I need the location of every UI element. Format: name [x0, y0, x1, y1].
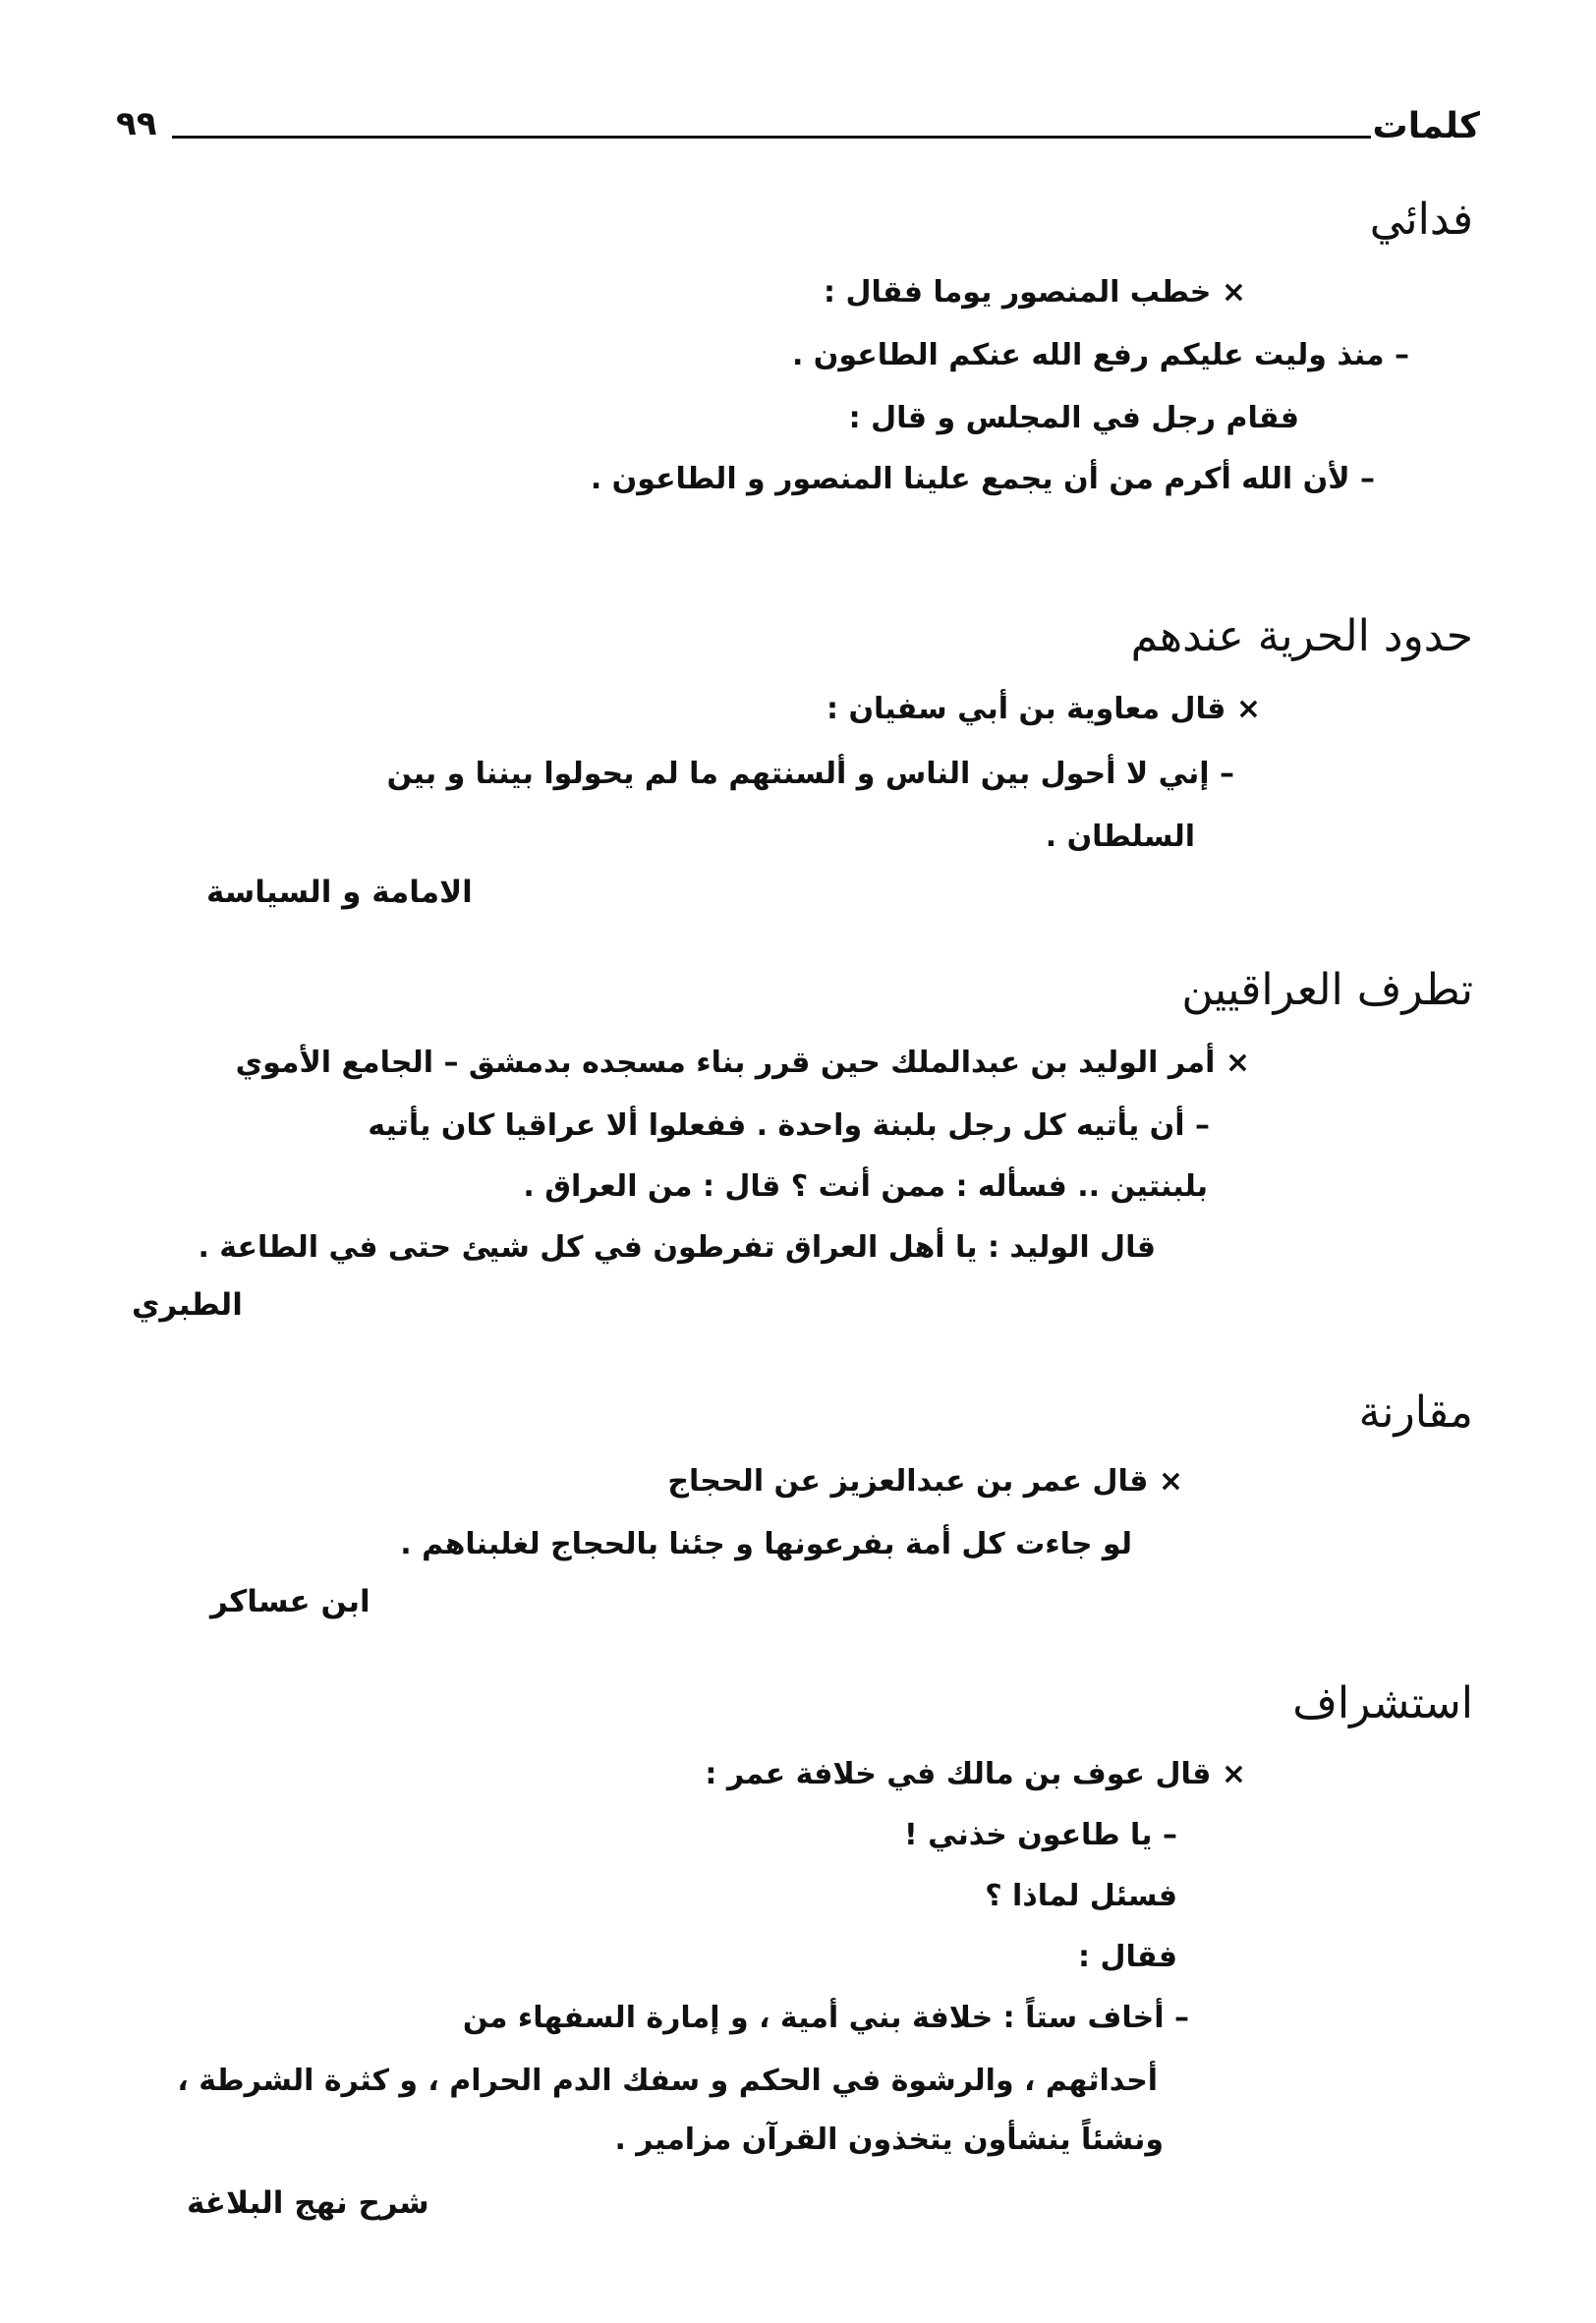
source-citation: ابن عساكر: [210, 1584, 370, 1619]
text-line: × قال عوف بن مالك في خلافة عمر :: [705, 1757, 1246, 1791]
page-number: ٩٩: [116, 104, 157, 143]
section-title-foresight: استشراف: [1292, 1678, 1473, 1728]
text-line: – أخاف ستاً : خلافة بني أمية ، و إمارة السفهاء من: [462, 2001, 1189, 2035]
text-line: – إني لا أحول بين الناس و ألسنتهم ما لم يحولوا بيننا و بين: [386, 757, 1234, 791]
text-line: × قال عمر بن عبدالعزيز عن الحجاج: [667, 1464, 1183, 1499]
text-line: لو جاءت كل أمة بفرعونها و جئنا بالحجاج لغلبناهم .: [400, 1527, 1132, 1561]
text-line: قال الوليد : يا أهل العراق تفرطون في كل شيئ حتى في الطاعة .: [198, 1230, 1156, 1265]
section-title-freedom-limits: حدود الحرية عندهم: [1130, 611, 1473, 661]
text-line: فقام رجل في المجلس و قال :: [848, 401, 1299, 435]
source-citation: شرح نهج البلاغة: [187, 2185, 429, 2221]
running-header-title: كلمات: [1372, 106, 1480, 146]
text-line: السلطان .: [1045, 820, 1195, 854]
source-citation: الطبري: [132, 1287, 243, 1323]
source-citation: الامامة و السياسة: [206, 875, 473, 910]
text-line: × أمر الوليد بن عبدالملك حين قرر بناء مسجده بدمشق – الجامع الأموي: [235, 1046, 1250, 1080]
text-line: فقال :: [1078, 1940, 1177, 1974]
text-line: – أن يأتيه كل رجل بلبنة واحدة . ففعلوا ألا عراقيا كان يأتيه: [368, 1108, 1210, 1143]
text-line: – منذ وليت عليكم رفع الله عنكم الطاعون .: [791, 338, 1409, 372]
text-line: فسئل لماذا ؟: [985, 1879, 1177, 1913]
text-line: ونشئاً ينشأون يتخذون القرآن مزامير .: [614, 2123, 1164, 2157]
text-line: أحداثهم ، والرشوة في الحكم و سفك الدم الحرام ، و كثرة الشرطة ،: [177, 2064, 1158, 2098]
text-line: × خطب المنصور يوما فقال :: [824, 275, 1246, 310]
header-rule: [172, 136, 1371, 139]
section-title-fidai: فدائي: [1369, 195, 1473, 245]
text-line: – لأن الله أكرم من أن يجمع علينا المنصور و الطاعون .: [590, 462, 1375, 496]
text-line: × قال معاوية بن أبي سفيان :: [826, 692, 1261, 726]
section-title-iraqi-extremism: تطرف العراقيين: [1181, 965, 1473, 1015]
text-line: بلبنتين .. فسأله : ممن أنت ؟ قال : من العراق .: [523, 1169, 1208, 1204]
text-line: – يا طاعون خذني !: [904, 1818, 1177, 1852]
section-title-comparison: مقارنة: [1358, 1388, 1473, 1438]
